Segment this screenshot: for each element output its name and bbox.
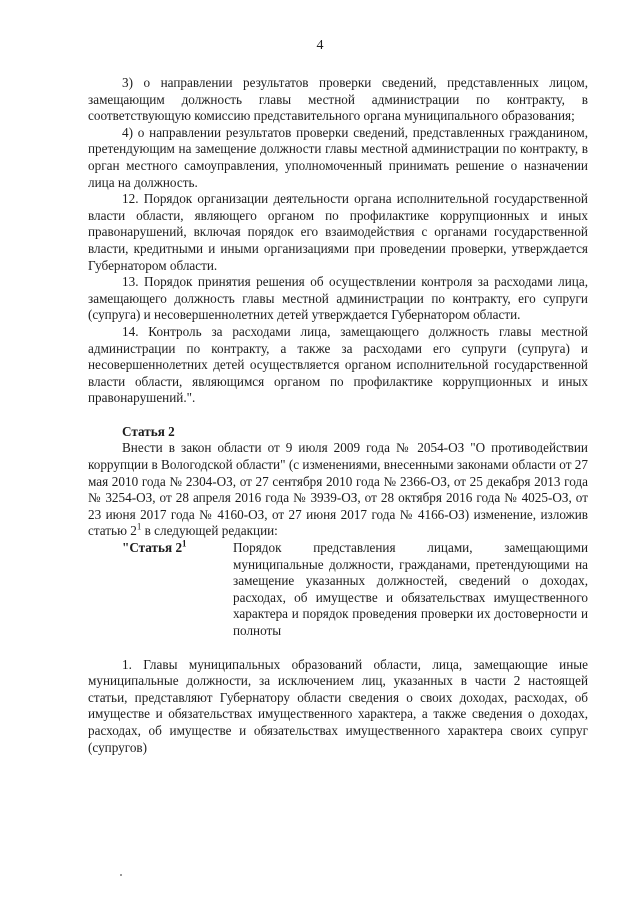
article-2-heading: Статья 2 <box>122 423 175 439</box>
article-2-body-superscript: 1 <box>136 522 142 533</box>
article-2-body <box>88 440 588 540</box>
article-2-body-text: Внести в закон области от 9 июля 2009 года № 2054-ОЗ "О противодействии коррупции в Вологодской области" (с изменениями, внесенными законами области от 27 мая 2010 года № 2304-ОЗ, от 27 сентября 2010 года № 2366-ОЗ, от 25 декабря 2013 года № 3254-ОЗ, от 28 апреля 2016 года № 3939-ОЗ, от 28 октября 2016 года № 4025-ОЗ, от 23 июня 2017 года № 4160-ОЗ, от 27 июня 2017 года № 4166-ОЗ) изменение, изложив статью 2 <box>88 440 588 539</box>
paragraph-section-13: 13. Порядок принятия решения об осуществлении контроля за расходами лица, замещающего должность главы местной администрации по контракту, его супруги (супруга) и несовершеннолетних детей утверждается Губернатором области. <box>88 274 588 323</box>
quoted-article-label <box>88 540 233 640</box>
scan-speck <box>120 874 122 876</box>
paragraph-part-1: 1. Главы муниципальных образований области, лица, замещающие иные муниципальные должности, за исключением лиц, указанных в части 2 настоящей статьи, представляют Губернатору области сведения о своих доходах, расходах, об имуществе и обязательствах имущественного характера, а также сведения о доходах, расходах, об имуществе и обязательствах имущественного характера своих супруг (супругов) <box>88 656 588 755</box>
paragraph-section-14: 14. Контроль за расходами лица, замещающего должность главы местной администрации по контракту, а также за расходами его супруги (супруга) и несовершеннолетних детей осуществляется органом исполнительной государственной власти области, являющимся органом по профилактике коррупционных и иных правонарушений.". <box>88 323 588 406</box>
paragraph-item-4: 4) о направлении результатов проверки сведений, представленных гражданином, претендующим на замещение должности главы местной администрации по контракту, в орган местного самоуправления, уполномоченный принимать решение о назначении лица на должность. <box>88 124 588 190</box>
document-body <box>88 75 588 756</box>
quoted-article-superscript: 1 <box>182 538 187 549</box>
page-number: 4 <box>316 38 324 53</box>
article-2-body-text-end: в следующей редакции: <box>141 523 278 539</box>
paragraph-section-12: 12. Порядок организации деятельности органа исполнительной государственной власти области, являющего органом по профилактике коррупционных и иных правонарушений, включая порядок его взаимодействия с органами государственной власти, кредитными и иными организациями при проведении проверки, утверждается Губернатором области. <box>88 191 588 273</box>
quoted-article-title-block <box>88 540 588 640</box>
paragraph-item-3: 3) о направлении результатов проверки сведений, представленных лицом, замещающим должность главы местной администрации по контракту, в соответствующую комиссию представительного органа муниципального образования; <box>88 75 588 124</box>
quoted-article-title: Порядок представления лицами, замещающими муниципальные должности, гражданами, претендующими на замещение указанных должностей, сведений о доходах, расходах, об имуществе и обязательствах имущественного характера и порядок проведения проверки их достоверности и полноты <box>233 540 588 638</box>
quoted-article-label-text: "Статья 2 <box>122 540 183 556</box>
